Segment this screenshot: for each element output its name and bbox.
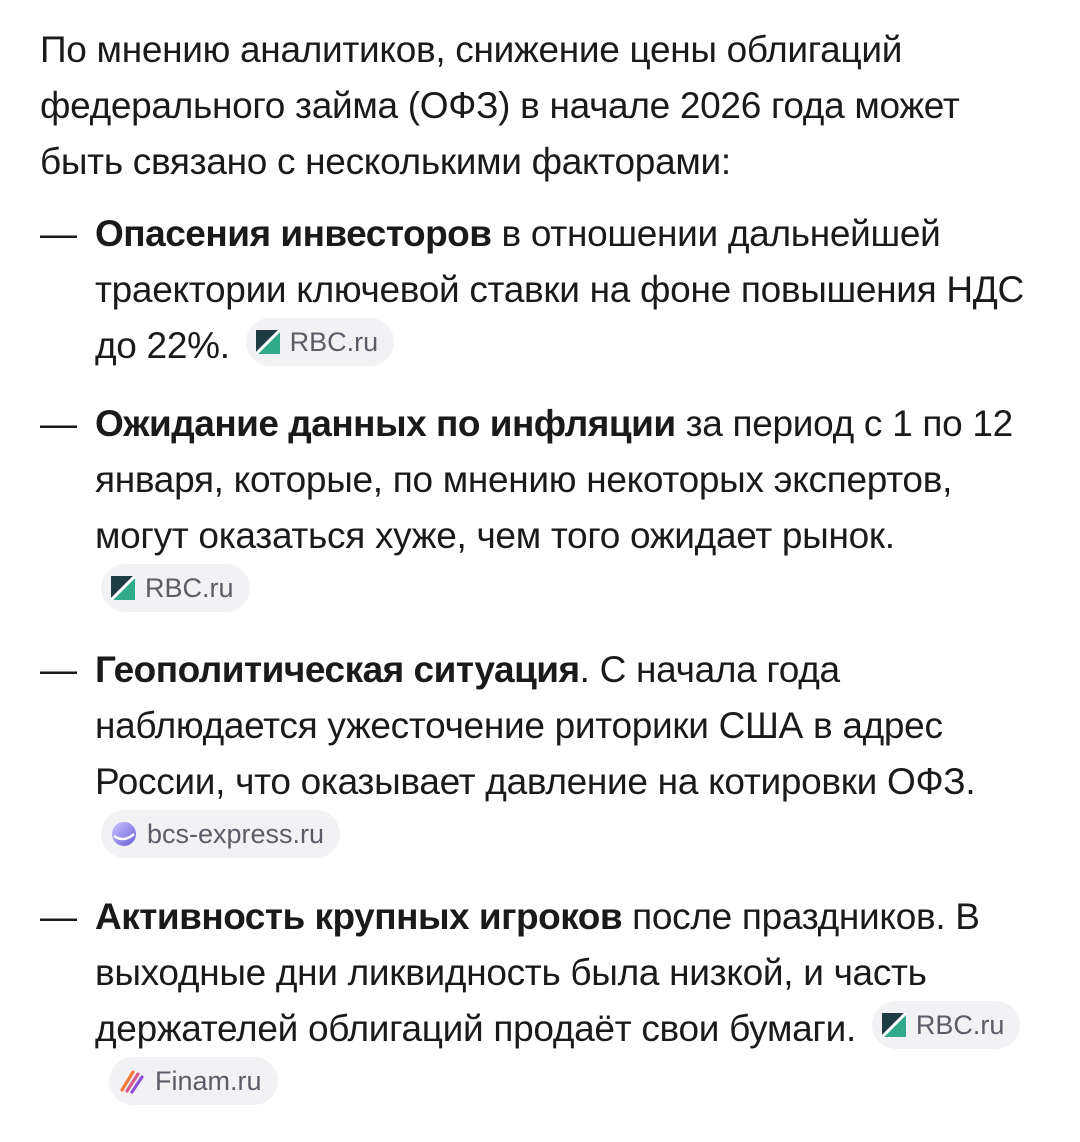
finam-icon <box>119 1068 145 1094</box>
list-dash: — <box>40 896 77 937</box>
source-chip-rbc[interactable] <box>101 564 250 612</box>
factor-text: . С начала года наблюдается ужесточение риторики США в адрес России, что оказывает давление на котировки ОФЗ. <box>95 649 976 802</box>
rbc-icon <box>882 1013 906 1037</box>
factor-item <box>40 206 1050 374</box>
list-dash: — <box>40 403 77 444</box>
intro-paragraph: По мнению аналитиков, снижение цены облигаций федерального займа (ОФЗ) в начале 2026 года может быть связано с несколькими факторами: <box>40 29 960 182</box>
factor-item <box>40 396 1050 620</box>
factor-title: Ожидание данных по инфляции <box>95 403 676 444</box>
factor-item <box>40 642 1050 867</box>
list-dash: — <box>40 649 77 690</box>
rbc-icon <box>111 576 135 600</box>
factor-title: Геополитическая ситуация <box>95 649 580 690</box>
factor-text: за период с 1 по 12 января, которые, по мнению некоторых экспертов, могут оказаться хуже, чем того ожидает рынок. <box>95 403 1013 556</box>
factor-item <box>40 889 1050 1114</box>
rbc-icon <box>256 330 280 354</box>
source-chip-finam[interactable] <box>109 1057 278 1105</box>
source-label: RBC.ru <box>915 1010 1005 1040</box>
factor-text: в отношении дальнейшей траектории ключевой ставки на фоне повышения НДС до 22%. <box>95 213 1024 366</box>
source-chip-rbc[interactable] <box>872 1001 1021 1049</box>
source-label: Finam.ru <box>155 1066 262 1096</box>
source-label: RBC.ru <box>145 573 234 603</box>
source-label: bcs-express.ru <box>147 819 325 849</box>
source-chip-rbc[interactable] <box>246 318 395 366</box>
factor-text: после праздников. В выходные дни ликвидность была низкой, и часть держателей облигаций продаёт свои бумаги. <box>95 896 980 1049</box>
bcs-icon <box>111 821 137 847</box>
factor-list <box>40 206 1050 1114</box>
factor-title: Активность крупных игроков <box>95 896 623 937</box>
list-dash: — <box>40 213 77 254</box>
factor-title: Опасения инвесторов <box>95 213 492 254</box>
source-chip-bcs[interactable] <box>101 810 340 858</box>
source-label: RBC.ru <box>289 327 379 357</box>
